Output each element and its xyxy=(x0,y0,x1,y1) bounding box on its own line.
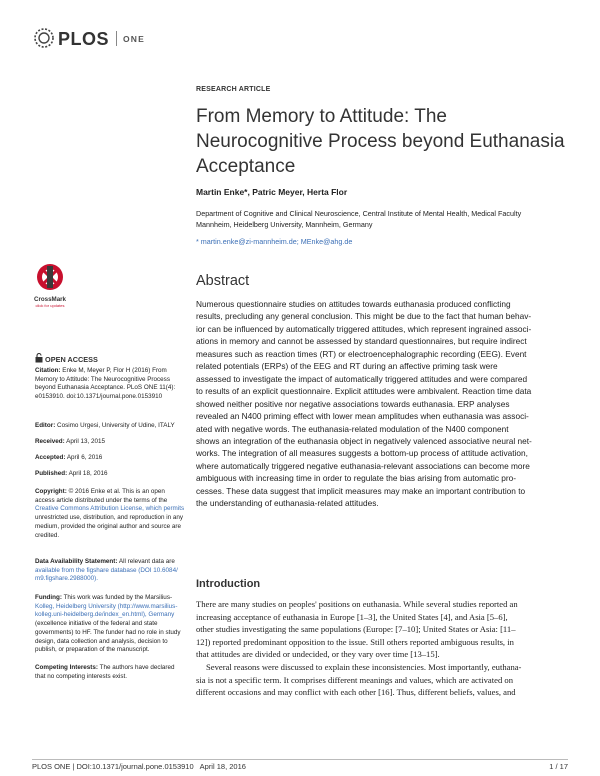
abstract-line: ambiguous with increasing time in order to regulate the bias arising from automatic pro- xyxy=(196,473,517,484)
title-line: From Memory to Attitude: The xyxy=(196,106,447,127)
citation-block xyxy=(35,367,185,402)
crossmark-sub: click for updates xyxy=(35,303,65,308)
accepted-value: April 6, 2016 xyxy=(65,454,103,461)
competing-line: The authors have declared xyxy=(97,664,175,671)
plos-logo[interactable] xyxy=(32,26,192,52)
editor-label: Editor: xyxy=(35,422,56,429)
corresponding-emails[interactable]: * martin.enke@zi-mannheim.de; MEnke@ahg.de xyxy=(196,237,353,246)
funding-line: governments) to HF. The funder had no role in study xyxy=(35,628,181,636)
logo-text: PLOS xyxy=(58,29,110,49)
funding-line: (excellence initiative of the federal and state xyxy=(35,620,158,628)
article-title xyxy=(196,104,566,179)
abstract-line: Numerous questionnaire studies on attitudes towards euthanasia produced conflicting xyxy=(196,299,511,309)
affiliation-line: Mannheim, Heidelberg University, Mannheim, Germany xyxy=(196,220,373,229)
abstract-line: assessed to investigate the impact of automatically triggered attitudes and were compared xyxy=(196,373,528,384)
copyright-label: Copyright: xyxy=(35,488,67,495)
funding-label: Funding: xyxy=(35,594,62,601)
citation-label: Citation: xyxy=(35,367,61,374)
intro-line: different occasions and may conflict with each other [16]. Thus, different beliefs, values, and xyxy=(196,687,516,698)
intro-line: other studies investigating the same populations (Europe: [7–10]; United States or Asia: [11– xyxy=(196,624,516,635)
intro-line: that attitudes are divided or undecided, or they vary over time [13–15]. xyxy=(196,649,440,660)
affiliation-line: Department of Cognitive and Clinical Neuroscience, Central Institute of Mental Health, Medical Faculty xyxy=(196,209,522,218)
copyright-line: © 2016 Enke et al. This is an open xyxy=(66,488,165,495)
intro-paragraph xyxy=(196,661,564,699)
data-line: All relevant data are xyxy=(117,558,175,565)
abstract-line: measures such as reaction times (RT) or electroencephalographic recording (EEG). Event xyxy=(196,348,527,359)
funding-block xyxy=(35,594,185,655)
copyright-line: medium, provided the original author and source are xyxy=(35,522,181,530)
copyright-line: unrestricted use, distribution, and reproduction in any xyxy=(35,514,184,522)
abstract-line: ior can be influenced by automatically triggered attitudes, which represent ingrained associ- xyxy=(196,323,532,334)
data-availability-label: Data Availability Statement: xyxy=(35,558,118,565)
introduction-heading: Introduction xyxy=(196,578,261,590)
abstract-line: cesses. These data suggest that implicit measures may make an important contribution to xyxy=(196,485,526,496)
author-list: Martin Enke*, Patric Meyer, Herta Flor xyxy=(196,187,348,197)
journal-name: ONE xyxy=(123,34,146,44)
citation-line: Enke M, Meyer P, Flor H (2016) From xyxy=(60,367,167,374)
copyright-block xyxy=(35,488,185,540)
received-label: Received: xyxy=(35,438,65,445)
citation-line: e0153910. doi:10.1371/journal.pone.0153910 xyxy=(35,393,163,401)
intro-line: increasing acceptance of euthanasia in Europe [1–3], the United States [4], and Asia [5–6], xyxy=(196,611,508,622)
competing-line: that no competing interests exist. xyxy=(35,672,128,680)
introduction-body xyxy=(196,598,564,699)
published-block xyxy=(35,470,185,479)
abstract-line: works. The integration of all measures suggests a bottom-up process of attitude activation, xyxy=(196,448,528,459)
funding-link[interactable]: kolleg.uni-heidelberg.de/index_en.html), Germany xyxy=(35,611,175,619)
plos-logo-icon xyxy=(32,26,56,50)
copyright-line: credited. xyxy=(35,531,60,539)
crossmark-badge[interactable] xyxy=(30,262,70,306)
intro-line: Several reasons were discussed to explain these inconsistencies. Most importantly, euthana- xyxy=(206,661,522,672)
editor-block xyxy=(35,422,185,431)
intro-line: There are many studies on peoples' positions on euthanasia. While several studies reported an xyxy=(196,599,518,609)
funding-line: design, data collection and analysis, decision to xyxy=(35,637,168,645)
received-value: April 13, 2015 xyxy=(64,438,106,445)
footer-doi: PLOS ONE | DOI:10.1371/journal.pone.0153910 xyxy=(32,762,194,771)
abstract-line: ated with negative words. The euthanasia-related modulation of the N400 component xyxy=(196,423,509,434)
abstract-body xyxy=(196,298,564,510)
data-doi-link[interactable]: available from the figshare database (DOI 10.6084/ xyxy=(35,566,178,574)
lock-open-icon xyxy=(35,353,43,363)
intro-line: 12]) reported predominant opposition to the issue. Still others reported ambiguous results, in xyxy=(196,636,514,647)
abstract-line: the understanding of euthanasia-related attitudes. xyxy=(196,498,379,509)
footer-citation xyxy=(32,762,246,771)
citation-line: beyond Euthanasia Acceptance. PLoS ONE 11(4): xyxy=(35,384,176,392)
abstract-heading: Abstract xyxy=(196,273,250,289)
funding-line: publish, or preparation of the manuscript. xyxy=(35,646,150,654)
footer-date: April 18, 2016 xyxy=(199,762,246,771)
editor-value: Cosimo Urgesi, University of Udine, ITALY xyxy=(55,422,175,429)
accepted-block xyxy=(35,454,185,463)
license-link[interactable]: Creative Commons Attribution License, which permits xyxy=(35,505,185,513)
published-value: April 18, 2016 xyxy=(67,470,108,477)
competing-label: Competing Interests: xyxy=(35,664,98,671)
logo-separator xyxy=(116,31,117,46)
abstract-line: showed neither positive nor negative associations towards euthanasia. ERP analyses xyxy=(196,398,510,409)
abstract-line: results, precluding any general conclusion. This might be due to the fact that human behav- xyxy=(196,311,532,322)
data-availability-block xyxy=(35,558,185,584)
funding-link[interactable]: Kolleg, Heidelberg University (http://www.marsilius- xyxy=(35,602,178,610)
crossmark-icon xyxy=(30,262,70,292)
competing-interests-block xyxy=(35,664,185,681)
open-access-text: OPEN ACCESS xyxy=(45,355,98,364)
title-line: Acceptance xyxy=(196,156,296,177)
received-block xyxy=(35,438,185,447)
crossmark-label: CrossMark xyxy=(34,296,66,303)
accepted-label: Accepted: xyxy=(35,454,66,461)
abstract-line: related potentials (ERPs) of the EEG and RT during an affective priming task were xyxy=(196,361,498,372)
abstract-line: ations in memory and cannot be assessed by standard questionnaires, but require indirect xyxy=(196,336,527,347)
abstract-line: shows an integration of the euthanasia object in negatively valenced associative neural net- xyxy=(196,435,532,446)
page-number: 1 / 17 xyxy=(549,762,568,771)
abstract-line: to results of an explicit questionnaire. Explicit attitudes were ambivalent. Reaction time data xyxy=(196,386,532,397)
citation-line: Memory to Attitude: The Neurocognitive Process xyxy=(35,375,170,383)
funding-line: This work was funded by the Marsilius- xyxy=(61,594,173,601)
copyright-line: access article distributed under the terms of the xyxy=(35,496,168,504)
footer-rule xyxy=(32,759,568,760)
abstract-line: where automatically triggered negative euthanasia-relevant associations can become more xyxy=(196,460,530,471)
intro-paragraph xyxy=(196,598,564,661)
abstract-line: revealed an N400 priming effect with lower mean amplitudes when euthanasia was associ- xyxy=(196,411,529,422)
data-doi-link[interactable]: m9.figshare.2988000). xyxy=(35,575,99,583)
title-line: Neurocognitive Process beyond Euthanasia xyxy=(196,131,565,152)
open-access-label xyxy=(35,353,98,364)
article-type: RESEARCH ARTICLE xyxy=(196,86,271,93)
affiliation xyxy=(196,208,566,230)
intro-line: sia is not a specific term. It comprises different meanings and values, which are activated on xyxy=(196,674,513,685)
published-label: Published: xyxy=(35,470,68,477)
